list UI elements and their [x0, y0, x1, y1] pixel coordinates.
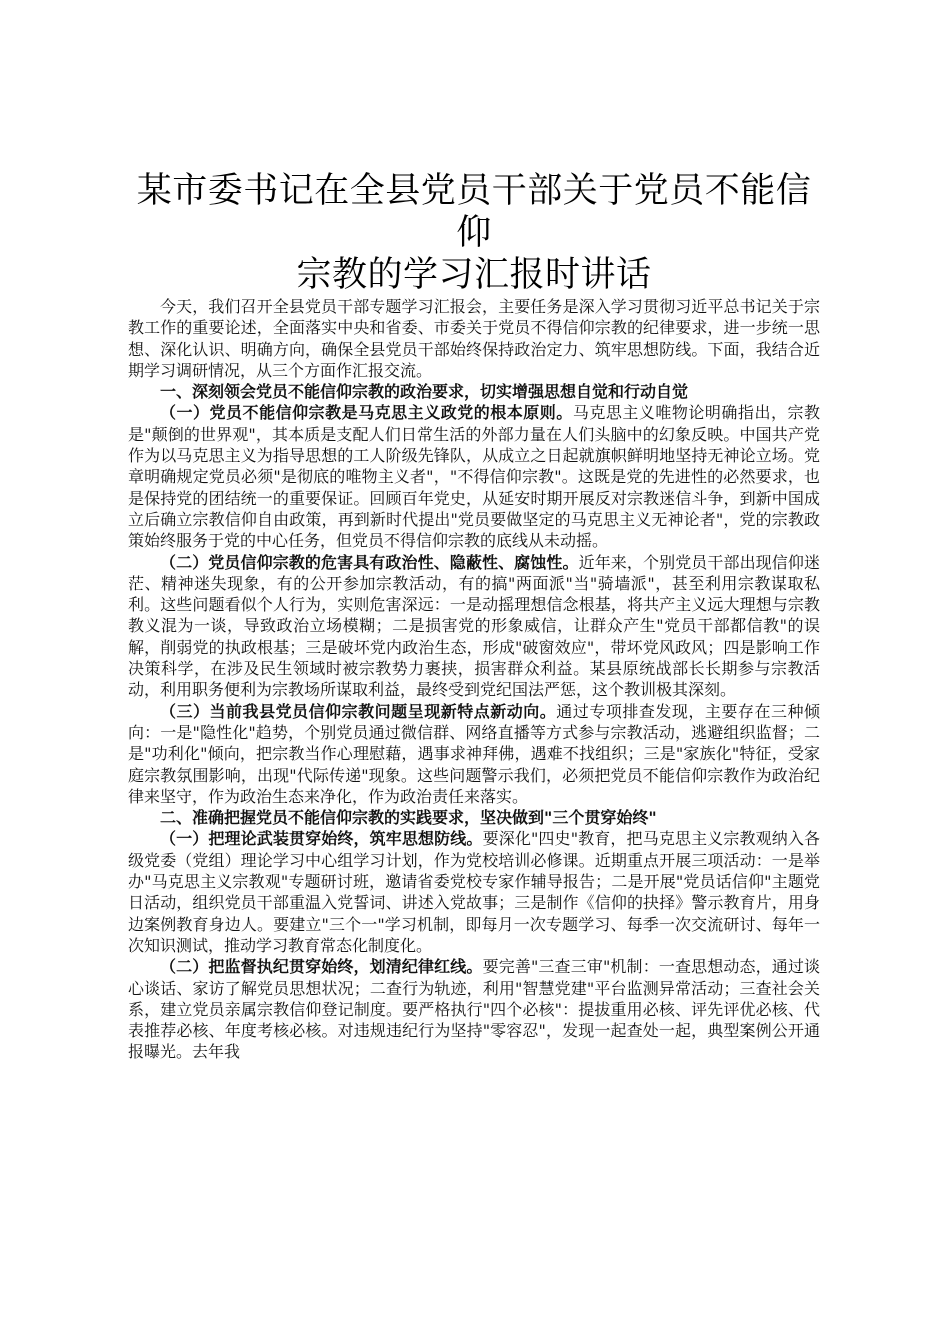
section-1-paragraph-2-lead: （二）党员信仰宗教的危害具有政治性、隐蔽性、腐蚀性。 — [160, 552, 579, 572]
section-1-paragraph-2-body: 近年来，个别党员干部出现信仰迷茫、精神迷失现象，有的公开参加宗教活动，有的搞"两面派"当"骑墙派"，甚至利用宗教谋取私利。这些问题看似个人行为，实则危害深远：一是动摇理想信念根基，将共产主义远大理想与宗教教义混为一谈，导致政治立场模糊；二是损害党的形象威信，让群众产生"党员干部都信教"的误解，削弱党的执政根基；三是破坏党内政治生态，形成"破窗效应"，带坏党风政风；四是影响工作决策科学，在涉及民生领域时被宗教势力裹挟，损害群众利益。某县原统战部长长期参与宗教活动，利用职务便利为宗教场所谋取利益，最终受到党纪国法严惩，这个教训极其深刻。 — [128, 552, 820, 700]
section-1-paragraph-1-lead: （一）党员不能信仰宗教是马克思主义政党的根本原则。 — [160, 403, 573, 423]
section-2-paragraph-1-body: 要深化"四史"教育，把马克思主义宗教观纳入各级党委（党组）理论学习中心组学习计划，作为党校培训必修课。近期重点开展三项活动：一是举办"马克思主义宗教观"专题研讨班，邀请省委党校专家作辅导报告；二是开展"党员话信仰"主题党日活动，组织党员干部重温入党誓词、讲述入党故事；三是制作《信仰的抉择》警示教育片，用身边案例教育身边人。要建立"三个一"学习机制，即每月一次专题学习、每季一次交流研讨、每年一次知识测试，推动学习教育常态化制度化。 — [128, 829, 820, 955]
section-1-heading: 一、深刻领会党员不能信仰宗教的政治要求，切实增强思想自觉和行动自觉 — [160, 382, 689, 402]
section-2-paragraph-2-body: 要完善"三查三审"机制：一查思想动态，通过谈心谈话、家访了解党员思想状况；二查行为轨迹，利用"智慧党建"平台监测异常活动；三查社会关系，建立党员亲属宗教信仰登记制度。要严格执行"四个必核"：提拔重用必核、评先评优必核、代表推荐必核、年度考核必核。对违规违纪行为坚持"零容忍"，发现一起查处一起，典型案例公开通报曝光。去年我 — [128, 957, 820, 1062]
section-1-paragraph-3-lead: （三）当前我县党员信仰宗教问题呈现新特点新动向。 — [160, 701, 557, 721]
section-2-paragraph-1-lead: （一）把理论武装贯穿始终，筑牢思想防线。 — [160, 829, 483, 849]
section-2-paragraph-2 — [128, 956, 820, 1062]
section-1-paragraph-1 — [128, 402, 820, 551]
section-1-paragraph-3 — [128, 701, 820, 807]
title-line-2: 宗教的学习汇报时讲话 — [296, 255, 652, 295]
section-2-paragraph-1 — [128, 828, 820, 956]
intro-paragraph: 今天，我们召开全县党员干部专题学习汇报会，主要任务是深入学习贯彻习近平总书记关于宗教工作的重要论述，全面落实中央和省委、市委关于党员不得信仰宗教的纪律要求，进一步统一思想、深化认识、明确方向，确保全县党员干部始终保持政治定力、筑牢思想防线。下面，我结合近期学习调研情况，从三个方面作汇报交流。 — [128, 297, 820, 380]
section-1-paragraph-1-body: 马克思主义唯物论明确指出，宗教是"颠倒的世界观"，其本质是支配人们日常生活的外部力量在人们头脑中的幻象反映。中国共产党作为以马克思主义为指导思想的工人阶级先锋队，从成立之日起就旗帜鲜明地坚持无神论立场。党章明确规定党员必须"是彻底的唯物主义者"，"不得信仰宗教"。这既是党的先进性的必然要求，也是保持党的团结统一的重要保证。回顾百年党史，从延安时期开展反对宗教迷信斗争，到新中国成立后确立宗教信仰自由政策，再到新时代提出"党员要做坚定的马克思主义无神论者"，党的宗教政策始终服务于党的中心任务，但党员不得信仰宗教的底线从未动摇。 — [128, 403, 820, 551]
document-page — [128, 170, 820, 1063]
document-title — [128, 170, 820, 296]
section-2-heading: 二、准确把握党员不能信仰宗教的实践要求，坚决做到"三个贯穿始终" — [160, 808, 657, 828]
section-1-paragraph-2 — [128, 552, 820, 701]
section-2-paragraph-2-lead: （二）把监督执纪贯穿始终，划清纪律红线。 — [160, 957, 483, 977]
section-1-paragraph-3-body: 通过专项排查发现，主要存在三种倾向：一是"隐性化"趋势，个别党员通过微信群、网络直播等方式参与宗教活动，逃避组织监督；二是"功利化"倾向，把宗教当作心理慰藉，遇事求神拜佛，遇难不找组织；三是"家族化"特征，受家庭宗教氛围影响，出现"代际传递"现象。这些问题警示我们，必须把党员不能信仰宗教作为政治纪律来坚守，作为政治生态来净化，作为政治责任来落实。 — [128, 701, 820, 806]
title-line-1: 某市委书记在全县党员干部关于党员不能信仰 — [136, 171, 812, 253]
